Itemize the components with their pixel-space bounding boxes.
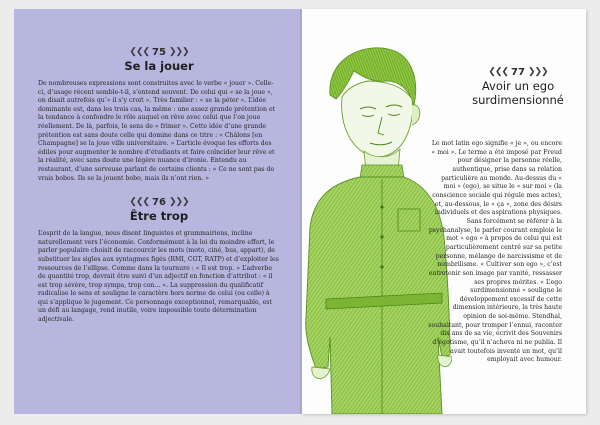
section-76	[38, 197, 280, 325]
section-76-heading	[38, 197, 280, 223]
ornament-left-icon: ❮❮❮	[488, 67, 509, 77]
section-75-number: 75	[152, 47, 166, 58]
ornament-left-icon: ❮❮❮	[129, 197, 150, 208]
section-77-heading	[450, 67, 586, 107]
section-75-body: De nombreuses expressions sont construites avec le verbe « jouer ». Celle-ci, d’usage récent semble-t-il, s’entend souvent. De celui qui « se la joue », on disait autrefois qu’« il s’y croit ». Très familier : « se la péter ». L’idée dominante est, dans les trois cas, la même : une assez grande prétention et la tendance à confondre le rôle auquel on rêve avec celui que l’on joue réellement. De là, parfois, le sens de « frimer ». Cette idée d’une grande prétention est sans doute celle qui domine dans ce titre : « Châlons [en Champagne] se la joue ville universitaire. » L’article évoque les efforts des édiles pour augmenter le nombre d’étudiants et faire coïncider leur rêve et la réalité, avec sans doute une légère nuance d’ironie. Entendu au restaurant, d’une serveuse parlant de certains clients : « Ce ne sont pas de vrais bobos. Ils se la jouent bobo, mais ils n’ont rien. »	[38, 80, 276, 182]
ornament-right-icon: ❯❯❯	[168, 197, 189, 208]
section-75-title: Se la jouer	[124, 59, 194, 73]
left-page	[14, 9, 302, 414]
ornament-right-icon: ❯❯❯	[168, 47, 189, 57]
section-76-body: L’esprit de la langue, nous disent linguistes et grammairiens, incline naturellement vers l’économie. Conformément à la loi du moindre effort, le parler populaire choisit de raccourcir les mots (moto, ciné, bus, appart), de substituer les sigles aux syntagmes figés (RMI, CGT, RATP) et d’exploiter les ressources de l’ellipse. Comme dans la tournure : « Il est trop. » L’adverbe de quantité trop, devrait être suivi d’un adjectif en fonction d’attribut : « il est trop sévère, trop sympa, trop con... ». La suppression du qualificatif radicalise le sens et souligne le caractère hors norme de celui (ou celle) à qui s’applique le jugement. Ce personnage exceptionnel, remarquable, est un défi au langage, rend inutile, voire impossible toute détermination adjectivale.	[38, 230, 279, 324]
section-76-number: 76	[152, 197, 166, 209]
section-77-number: 77	[511, 67, 525, 78]
section-77-title: Avoir un ego surdimensionné	[472, 79, 564, 107]
section-76-title: Être trop	[129, 209, 189, 224]
ornament-right-icon: ❯❯❯	[527, 67, 548, 77]
section-75-heading	[38, 47, 280, 73]
section-75	[38, 47, 280, 183]
ornament-left-icon: ❮❮❮	[129, 47, 150, 57]
section-77-body: Le mot latin ego signifie « je », ou encore « moi ». Le terme a été imposé par Freud pour désigner la personne réelle, authentique, prise dans sa relation particulière au monde. Au-dessus du « moi » (ego), se situe le « sur moi » (la conscience sociale qui régule mes actes), et, au-dessous, le « ça », zone des désirs individuels et des aspirations physiques. Sans forcément se référer à la psychanalyse, le parler courant emploie le mot « ego » à propos de celui qui est particulièrement centré sur sa petite personne, mélange de narcissisme et de nombrilisme. « Cultiver son ego », c’est entretenir son image par vanité, ressasser ses propres mérites. « L’ego surdimensionné » souligne le développement excessif de cette dimension intérieure, la très haute opinion de soi-même. Stendhal, souhaitant, pour tromper l’ennui, raconter dix ans de sa vie, écrivit des Souvenirs d’égotisme, qu’il n’acheva ni ne publia. Il avait toutefois inventé un mot, qu’il employait avec humour.	[428, 140, 562, 364]
